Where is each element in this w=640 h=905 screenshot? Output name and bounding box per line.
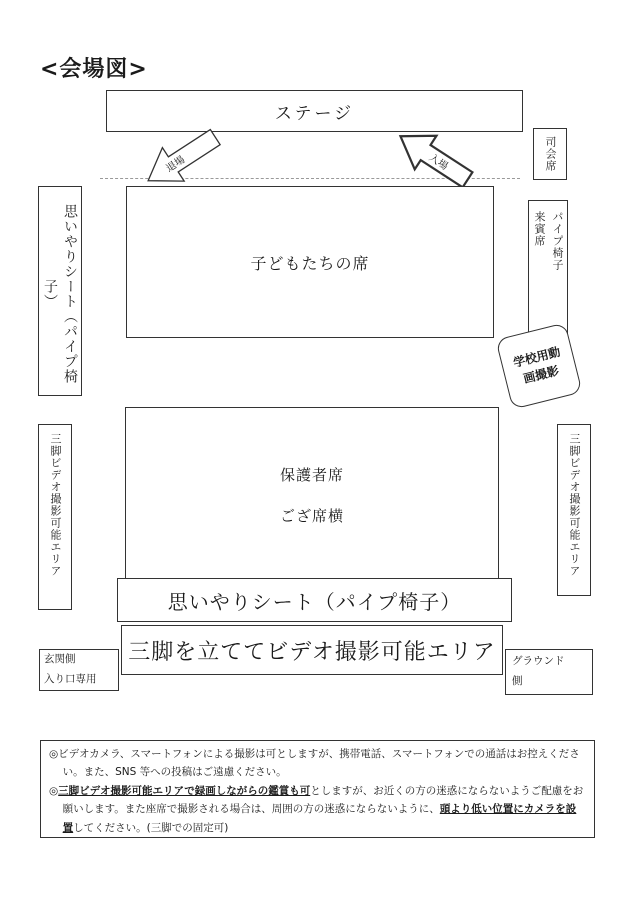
stage-label: ステージ [274, 103, 355, 124]
note-2-bold-1: 三脚ビデオ撮影可能エリアで録画しながらの鑑賞も可 [58, 784, 311, 797]
note-2 [49, 782, 586, 837]
parent-seats [125, 407, 499, 582]
guest-seat-label-2: パイプ椅子 [551, 211, 564, 271]
ground-side [505, 649, 593, 695]
tripod-area-right [557, 424, 591, 596]
left-compassion-seat [38, 186, 82, 396]
entrance-label-1: 玄関側 [44, 653, 76, 666]
children-seats-label: 子どもたちの席 [250, 253, 370, 273]
exit-arrow-label: 退場 [164, 154, 188, 175]
tripod-area-right-label: 三脚ビデオ撮影可能エリア [568, 433, 581, 577]
note-2-prefix: ◎ [49, 784, 59, 797]
bottom-compassion-seat-label: 思いやりシート（パイプ椅子） [167, 589, 462, 614]
ground-label-1: グラウンド [512, 655, 565, 668]
tripod-banner [121, 625, 503, 675]
note-2-mid: としますが、お近くの方の迷惑にならないようご配慮をお願いします。また座席で撮影される場合は、周囲の方の迷惑にならないように、 [62, 784, 584, 816]
bottom-compassion-seat [117, 578, 512, 622]
school-video-label-1: 学校用動 [511, 344, 562, 370]
parent-seats-label-2: ござ席横 [279, 506, 344, 525]
note-2-suffix: してください。(三脚での固定可) [73, 821, 229, 834]
ground-label-2: 側 [512, 675, 523, 687]
left-compassion-seat-label: 思いやりシート（パイプ椅子） [42, 204, 78, 384]
guest-seat-label-1: 来賓席 [533, 211, 546, 247]
enter-arrow-label: 入場 [426, 152, 450, 173]
guest-seat [528, 200, 568, 342]
tripod-banner-label: 三脚を立ててビデオ撮影可能エリア [128, 639, 496, 665]
note-1: ◎ビデオカメラ、スマートフォンによる撮影は可としますが、携帯電話、スマートフォンでの通話はお控えください。また、SNS 等への投稿はご遠慮ください。 [49, 748, 580, 779]
parent-seats-label-1: 保護者席 [279, 465, 344, 484]
mc-seat-label: 司会席 [544, 136, 557, 172]
school-video-label-2: 画撮影 [522, 363, 561, 386]
entrance-side [39, 649, 119, 691]
page-title: <会場図> [40, 57, 148, 82]
notes-box [40, 740, 595, 838]
entrance-label-2: 入り口専用 [44, 673, 97, 685]
tripod-area-left [38, 424, 72, 610]
note-2-bold-2: 頭より低い位置にカメラを設置 [62, 803, 577, 834]
enter-arrow [390, 119, 479, 196]
children-seats [126, 186, 494, 338]
tripod-area-left-label: 三脚ビデオ撮影可能エリア [49, 433, 62, 577]
